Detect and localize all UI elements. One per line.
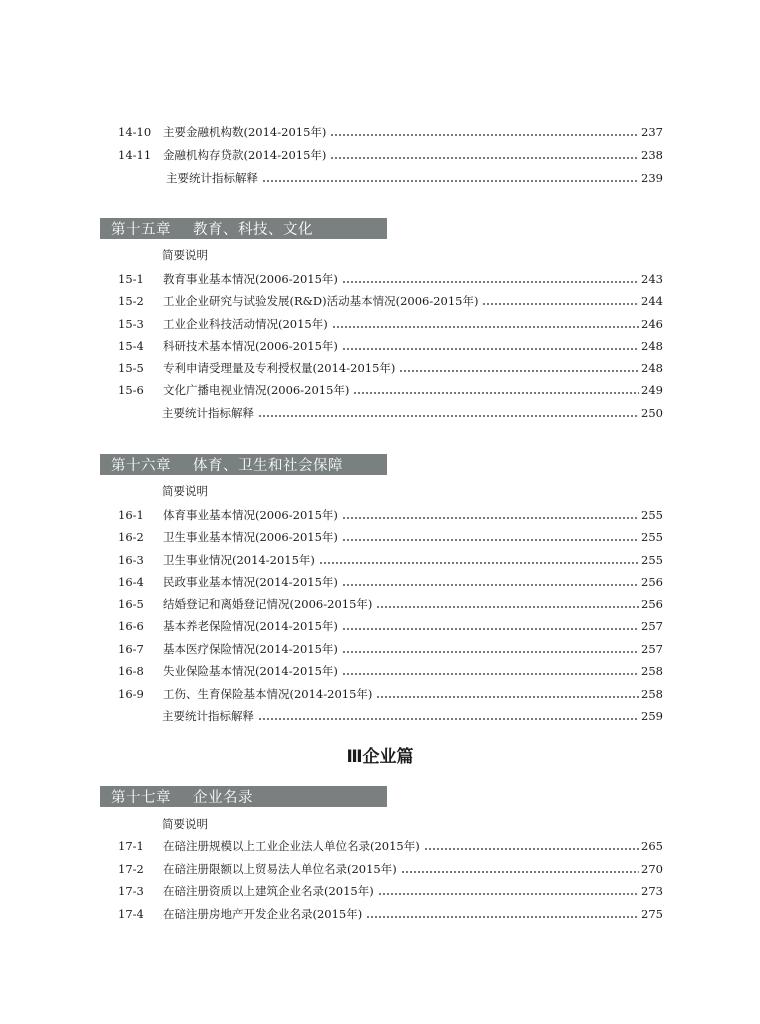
dot-leader xyxy=(342,273,639,285)
toc-entry[interactable] xyxy=(118,336,663,356)
entry-page: 255 xyxy=(641,508,663,522)
dot-leader xyxy=(353,384,639,396)
toc-entry[interactable] xyxy=(118,684,663,704)
entry-number: 15-6 xyxy=(118,383,144,397)
dot-leader xyxy=(376,688,639,700)
dot-leader xyxy=(258,407,639,419)
entry-page: 244 xyxy=(641,294,663,308)
entry-number: 16-5 xyxy=(118,597,144,611)
dot-leader xyxy=(376,598,639,610)
toc-entry[interactable] xyxy=(118,550,663,570)
entry-title: 体育事业基本情况(2006-2015年) xyxy=(163,508,338,522)
toc-entry[interactable] xyxy=(118,380,663,400)
chapter-title: 体育、卫生和社会保障 xyxy=(193,458,343,474)
toc-entry[interactable] xyxy=(162,403,663,423)
toc-entry[interactable] xyxy=(118,836,663,856)
chapter-heading-16 xyxy=(100,454,387,475)
chapter-number: 第十七章 xyxy=(111,790,171,806)
entry-page: 273 xyxy=(641,884,663,898)
entry-page: 250 xyxy=(641,406,663,420)
entry-number: 15-3 xyxy=(118,317,144,331)
toc-entry[interactable] xyxy=(118,616,663,636)
entry-title: 基本养老保险情况(2014-2015年) xyxy=(163,619,338,633)
brief-description[interactable]: 简要说明 xyxy=(162,484,208,498)
entry-page: 259 xyxy=(641,709,663,723)
entry-number: 17-1 xyxy=(118,839,144,853)
dot-leader xyxy=(399,362,639,374)
toc-entry[interactable] xyxy=(118,291,663,311)
dot-leader xyxy=(342,665,639,677)
entry-number: 17-3 xyxy=(118,884,144,898)
chapter-number: 第十六章 xyxy=(111,458,171,474)
dot-leader xyxy=(262,172,639,184)
chapter-title: 企业名录 xyxy=(193,790,253,806)
entry-page: 257 xyxy=(641,642,663,656)
entry-number: 16-3 xyxy=(118,553,144,567)
brief-description[interactable]: 简要说明 xyxy=(162,817,208,831)
dot-leader xyxy=(401,863,639,875)
entry-number: 17-4 xyxy=(118,907,144,921)
entry-title: 专利申请受理量及专利授权量(2014-2015年) xyxy=(163,361,396,375)
entry-title: 在碚注册规模以上工业企业法人单位名录(2015年) xyxy=(163,839,420,853)
entry-title: 卫生事业情况(2014-2015年) xyxy=(163,553,315,567)
toc-entry[interactable] xyxy=(118,572,663,592)
toc-entry[interactable] xyxy=(118,269,663,289)
dot-leader xyxy=(342,576,639,588)
toc-entry[interactable] xyxy=(118,904,663,924)
entry-title: 在碚注册限额以上贸易法人单位名录(2015年) xyxy=(163,862,397,876)
entry-title: 工业企业科技活动情况(2015年) xyxy=(163,317,328,331)
entry-page: 248 xyxy=(641,361,663,375)
entry-title: 教育事业基本情况(2006-2015年) xyxy=(163,272,338,286)
dot-leader xyxy=(342,340,639,352)
entry-title: 失业保险基本情况(2014-2015年) xyxy=(163,664,338,678)
entry-number: 14-10 xyxy=(118,125,152,139)
toc-entry[interactable] xyxy=(162,706,663,726)
dot-leader xyxy=(330,126,639,138)
entry-page: 249 xyxy=(641,383,663,397)
dot-leader xyxy=(342,620,639,632)
entry-title: 基本医疗保险情况(2014-2015年) xyxy=(163,642,338,656)
dot-leader xyxy=(319,554,639,566)
entry-number: 16-7 xyxy=(118,642,144,656)
entry-page: 246 xyxy=(641,317,663,331)
chapter-heading-17 xyxy=(100,786,387,807)
entry-page: 255 xyxy=(641,530,663,544)
entry-number: 16-2 xyxy=(118,530,144,544)
entry-number: 15-1 xyxy=(118,272,144,286)
chapter-heading-15 xyxy=(100,218,387,239)
part-title: Ⅲ企业篇 xyxy=(346,747,414,767)
entry-number: 17-2 xyxy=(118,862,144,876)
toc-entry[interactable] xyxy=(118,122,663,142)
toc-entry[interactable] xyxy=(118,505,663,525)
entry-title: 工伤、生育保险基本情况(2014-2015年) xyxy=(163,687,373,701)
toc-entry[interactable] xyxy=(166,168,663,188)
entry-number: 15-5 xyxy=(118,361,144,375)
entry-number: 14-11 xyxy=(118,148,152,162)
toc-entry[interactable] xyxy=(118,145,663,165)
dot-leader xyxy=(366,908,639,920)
toc-entry[interactable] xyxy=(118,881,663,901)
toc-entry[interactable] xyxy=(118,661,663,681)
entry-number: 16-4 xyxy=(118,575,144,589)
dot-leader xyxy=(342,643,639,655)
entry-number: 16-6 xyxy=(118,619,144,633)
dot-leader xyxy=(332,318,639,330)
dot-leader xyxy=(258,710,639,722)
dot-leader xyxy=(342,531,639,543)
entry-number: 15-2 xyxy=(118,294,144,308)
entry-number: 16-8 xyxy=(118,664,144,678)
entry-page: 258 xyxy=(641,687,663,701)
entry-title: 金融机构存贷款(2014-2015年) xyxy=(163,148,327,162)
dot-leader xyxy=(424,840,639,852)
entry-title: 结婚登记和离婚登记情况(2006-2015年) xyxy=(163,597,373,611)
entry-page: 243 xyxy=(641,272,663,286)
entry-title: 主要统计指标解释 xyxy=(162,709,254,723)
dot-leader xyxy=(482,295,639,307)
entry-page: 270 xyxy=(641,862,663,876)
toc-entry[interactable] xyxy=(118,859,663,879)
chapter-title: 教育、科技、文化 xyxy=(193,222,313,238)
entry-title: 主要金融机构数(2014-2015年) xyxy=(163,125,327,139)
entry-number: 16-1 xyxy=(118,508,144,522)
toc-entry[interactable] xyxy=(118,314,663,334)
toc-entry[interactable] xyxy=(118,527,663,547)
entry-page: 255 xyxy=(641,553,663,567)
entry-title: 民政事业基本情况(2014-2015年) xyxy=(163,575,338,589)
entry-page: 275 xyxy=(641,907,663,921)
chapter-number: 第十五章 xyxy=(111,222,171,238)
dot-leader xyxy=(342,509,639,521)
entry-page: 237 xyxy=(641,125,663,139)
entry-page: 238 xyxy=(641,148,663,162)
brief-description[interactable]: 简要说明 xyxy=(162,248,208,262)
entry-page: 239 xyxy=(641,171,663,185)
entry-title: 工业企业研究与试验发展(R&D)活动基本情况(2006-2015年) xyxy=(163,294,479,308)
entry-title: 卫生事业基本情况(2006-2015年) xyxy=(163,530,338,544)
entry-page: 256 xyxy=(641,597,663,611)
entry-number: 16-9 xyxy=(118,687,144,701)
entry-page: 256 xyxy=(641,575,663,589)
entry-number: 15-4 xyxy=(118,339,144,353)
toc-entry[interactable] xyxy=(118,639,663,659)
toc-entry[interactable] xyxy=(118,358,663,378)
entry-title: 科研技术基本情况(2006-2015年) xyxy=(163,339,338,353)
entry-title: 在碚注册资质以上建筑企业名录(2015年) xyxy=(163,884,374,898)
entry-title: 主要统计指标解释 xyxy=(162,406,254,420)
entry-page: 265 xyxy=(641,839,663,853)
entry-page: 258 xyxy=(641,664,663,678)
dot-leader xyxy=(330,149,639,161)
entry-page: 257 xyxy=(641,619,663,633)
entry-title: 主要统计指标解释 xyxy=(166,171,258,185)
entry-page: 248 xyxy=(641,339,663,353)
dot-leader xyxy=(378,885,639,897)
entry-title: 在碚注册房地产开发企业名录(2015年) xyxy=(163,907,363,921)
entry-title: 文化广播电视业情况(2006-2015年) xyxy=(163,383,350,397)
toc-entry[interactable] xyxy=(118,594,663,614)
